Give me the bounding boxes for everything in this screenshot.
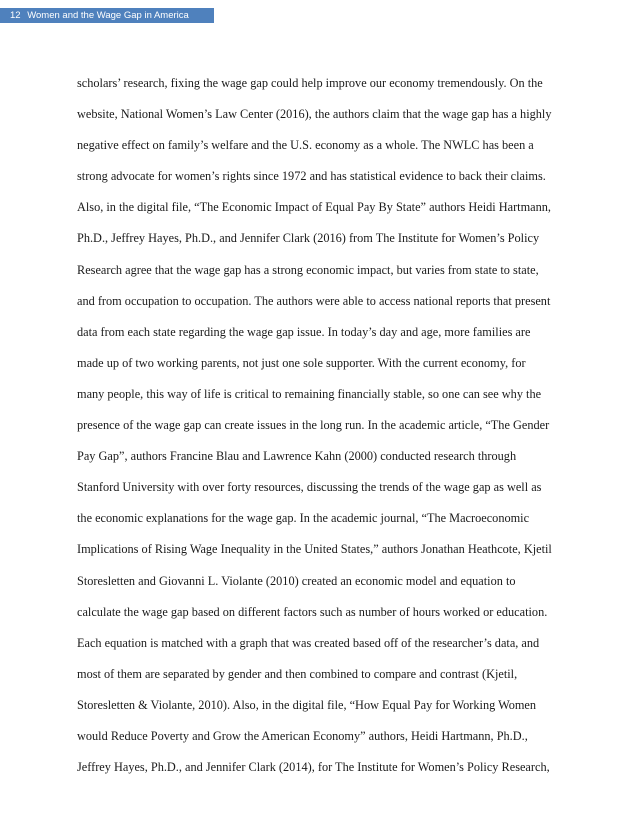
text-line: negative effect on family’s welfare and the U.S. economy as a whole. The NWLC has been a	[77, 138, 534, 153]
text-line: Pay Gap”, authors Francine Blau and Lawrence Kahn (2000) conducted research through	[77, 449, 517, 464]
text-line: website, National Women’s Law Center (2016), the authors claim that the wage gap has a highly	[77, 107, 552, 122]
text-line: made up of two working parents, not just one sole supporter. With the current economy, for	[77, 355, 526, 370]
text-line: Research agree that the wage gap has a strong economic impact, but varies from state to state,	[77, 262, 539, 277]
text-line: presence of the wage gap can create issues in the long run. In the academic article, “The Gender	[77, 418, 550, 433]
text-line: Each equation is matched with a graph that was created based off of the researcher’s data, and	[77, 635, 540, 650]
text-line: data from each state regarding the wage gap issue. In today’s day and age, more families are	[77, 324, 531, 339]
text-line: Storesletten and Giovanni L. Violante (2010) created an economic model and equation to	[77, 573, 516, 588]
running-header	[0, 8, 214, 23]
text-line: and from occupation to occupation. The authors were able to access national reports that present	[77, 293, 551, 308]
text-line: most of them are separated by gender and then combined to compare and contrast (Kjetil,	[77, 666, 518, 681]
text-line: Storesletten & Violante, 2010). Also, in the digital file, “How Equal Pay for Working Women	[77, 697, 537, 712]
text-line: the economic explanations for the wage gap. In the academic journal, “The Macroeconomic	[77, 511, 530, 526]
body-paragraph	[77, 68, 577, 783]
text-line: strong advocate for women’s rights since 1972 and has statistical evidence to back their claims.	[77, 169, 546, 184]
text-line: Also, in the digital file, “The Economic Impact of Equal Pay By State” authors Heidi Hartmann,	[77, 200, 551, 215]
page-number: 12	[10, 10, 21, 21]
text-line: would Reduce Poverty and Grow the American Economy” authors, Heidi Hartmann, Ph.D.,	[77, 728, 528, 743]
text-line: calculate the wage gap based on different factors such as number of hours worked or education.	[77, 604, 548, 619]
text-line: Stanford University with over forty resources, discussing the trends of the wage gap as well as	[77, 480, 542, 495]
text-line: Jeffrey Hayes, Ph.D., and Jennifer Clark (2014), for The Institute for Women’s Policy Research,	[77, 760, 550, 775]
running-title: Women and the Wage Gap in America	[27, 10, 189, 21]
text-line: Implications of Rising Wage Inequality in the United States,” authors Jonathan Heathcote, Kjetil	[77, 542, 552, 557]
text-line: scholars’ research, fixing the wage gap could help improve our economy tremendously. On the	[77, 76, 543, 90]
text-line: many people, this way of life is critical to remaining financially stable, so one can see why the	[77, 386, 542, 401]
text-line: Ph.D., Jeffrey Hayes, Ph.D., and Jennifer Clark (2016) from The Institute for Women’s Policy	[77, 231, 540, 246]
